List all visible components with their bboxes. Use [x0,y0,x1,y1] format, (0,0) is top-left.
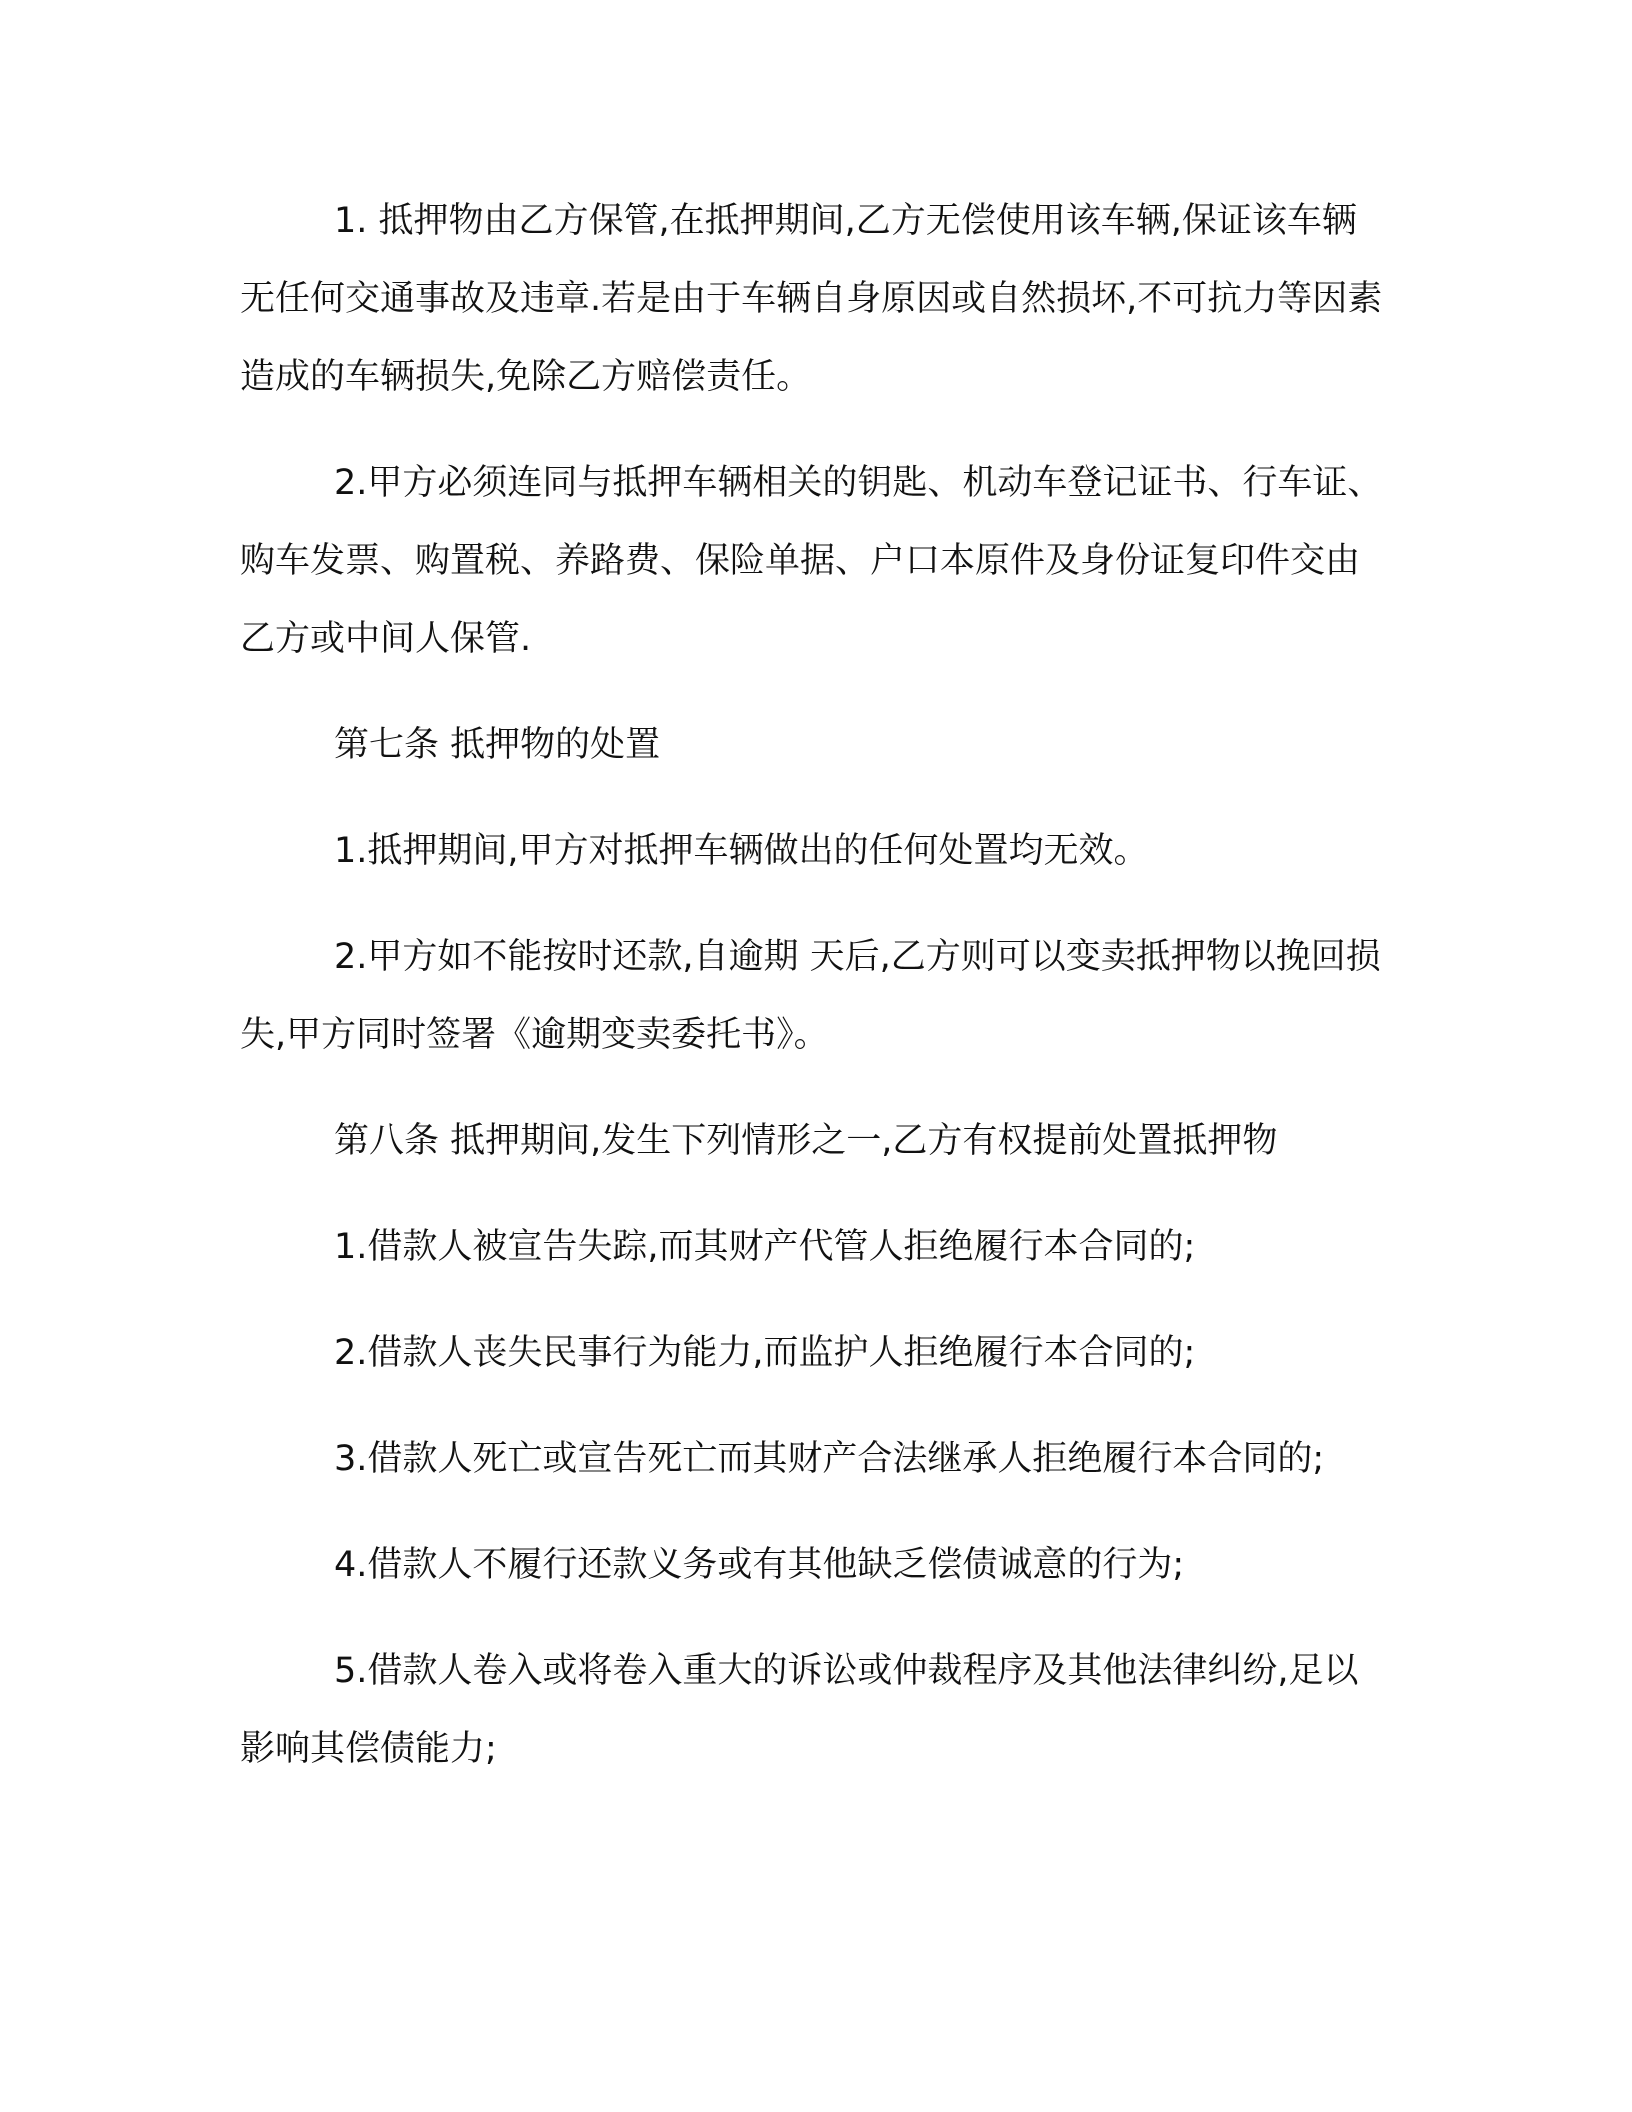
paragraph-overdue-sale: 2.甲方如不能按时还款,自逾期 天后,乙方则可以变卖抵押物以挽回损失,甲方同时签署《逾期变卖委托书》。 [240,937,1381,1055]
article-7-heading: 第七条 抵押物的处置 [334,725,661,765]
list-item-litigation: 5.借款人卷入或将卷入重大的诉讼或仲裁程序及其他法律纠纷,足以影响其偿债能力; [240,1651,1359,1769]
article-8-heading: 第八条 抵押期间,发生下列情形之一,乙方有权提前处置抵押物 [334,1121,1278,1161]
list-item-death: 3.借款人死亡或宣告死亡而其财产合法继承人拒绝履行本合同的; [334,1439,1325,1479]
paragraph-documents-clause: 2.甲方必须连同与抵押车辆相关的钥匙、机动车登记证书、行车证、购车发票、购置税、养路费、保险单据、户口本原件及身份证复印件交由乙方或中间人保管. [240,463,1383,659]
paragraph-custody-clause: 1. 抵押物由乙方保管,在抵押期间,乙方无偿使用该车辆,保证该车辆无任何交通事故及违章.若是由于车辆自身原因或自然损坏,不可抗力等因素造成的车辆损失,免除乙方赔偿责任。 [240,201,1383,397]
paragraph-disposal-invalid: 1.抵押期间,甲方对抵押车辆做出的任何处置均无效。 [334,831,1149,871]
list-item-default: 4.借款人不履行还款义务或有其他缺乏偿债诚意的行为; [334,1545,1185,1585]
document-body [240,182,1390,1788]
list-item-incapacity: 2.借款人丧失民事行为能力,而监护人拒绝履行本合同的; [334,1333,1196,1373]
list-item-missing: 1.借款人被宣告失踪,而其财产代管人拒绝履行本合同的; [334,1227,1196,1267]
